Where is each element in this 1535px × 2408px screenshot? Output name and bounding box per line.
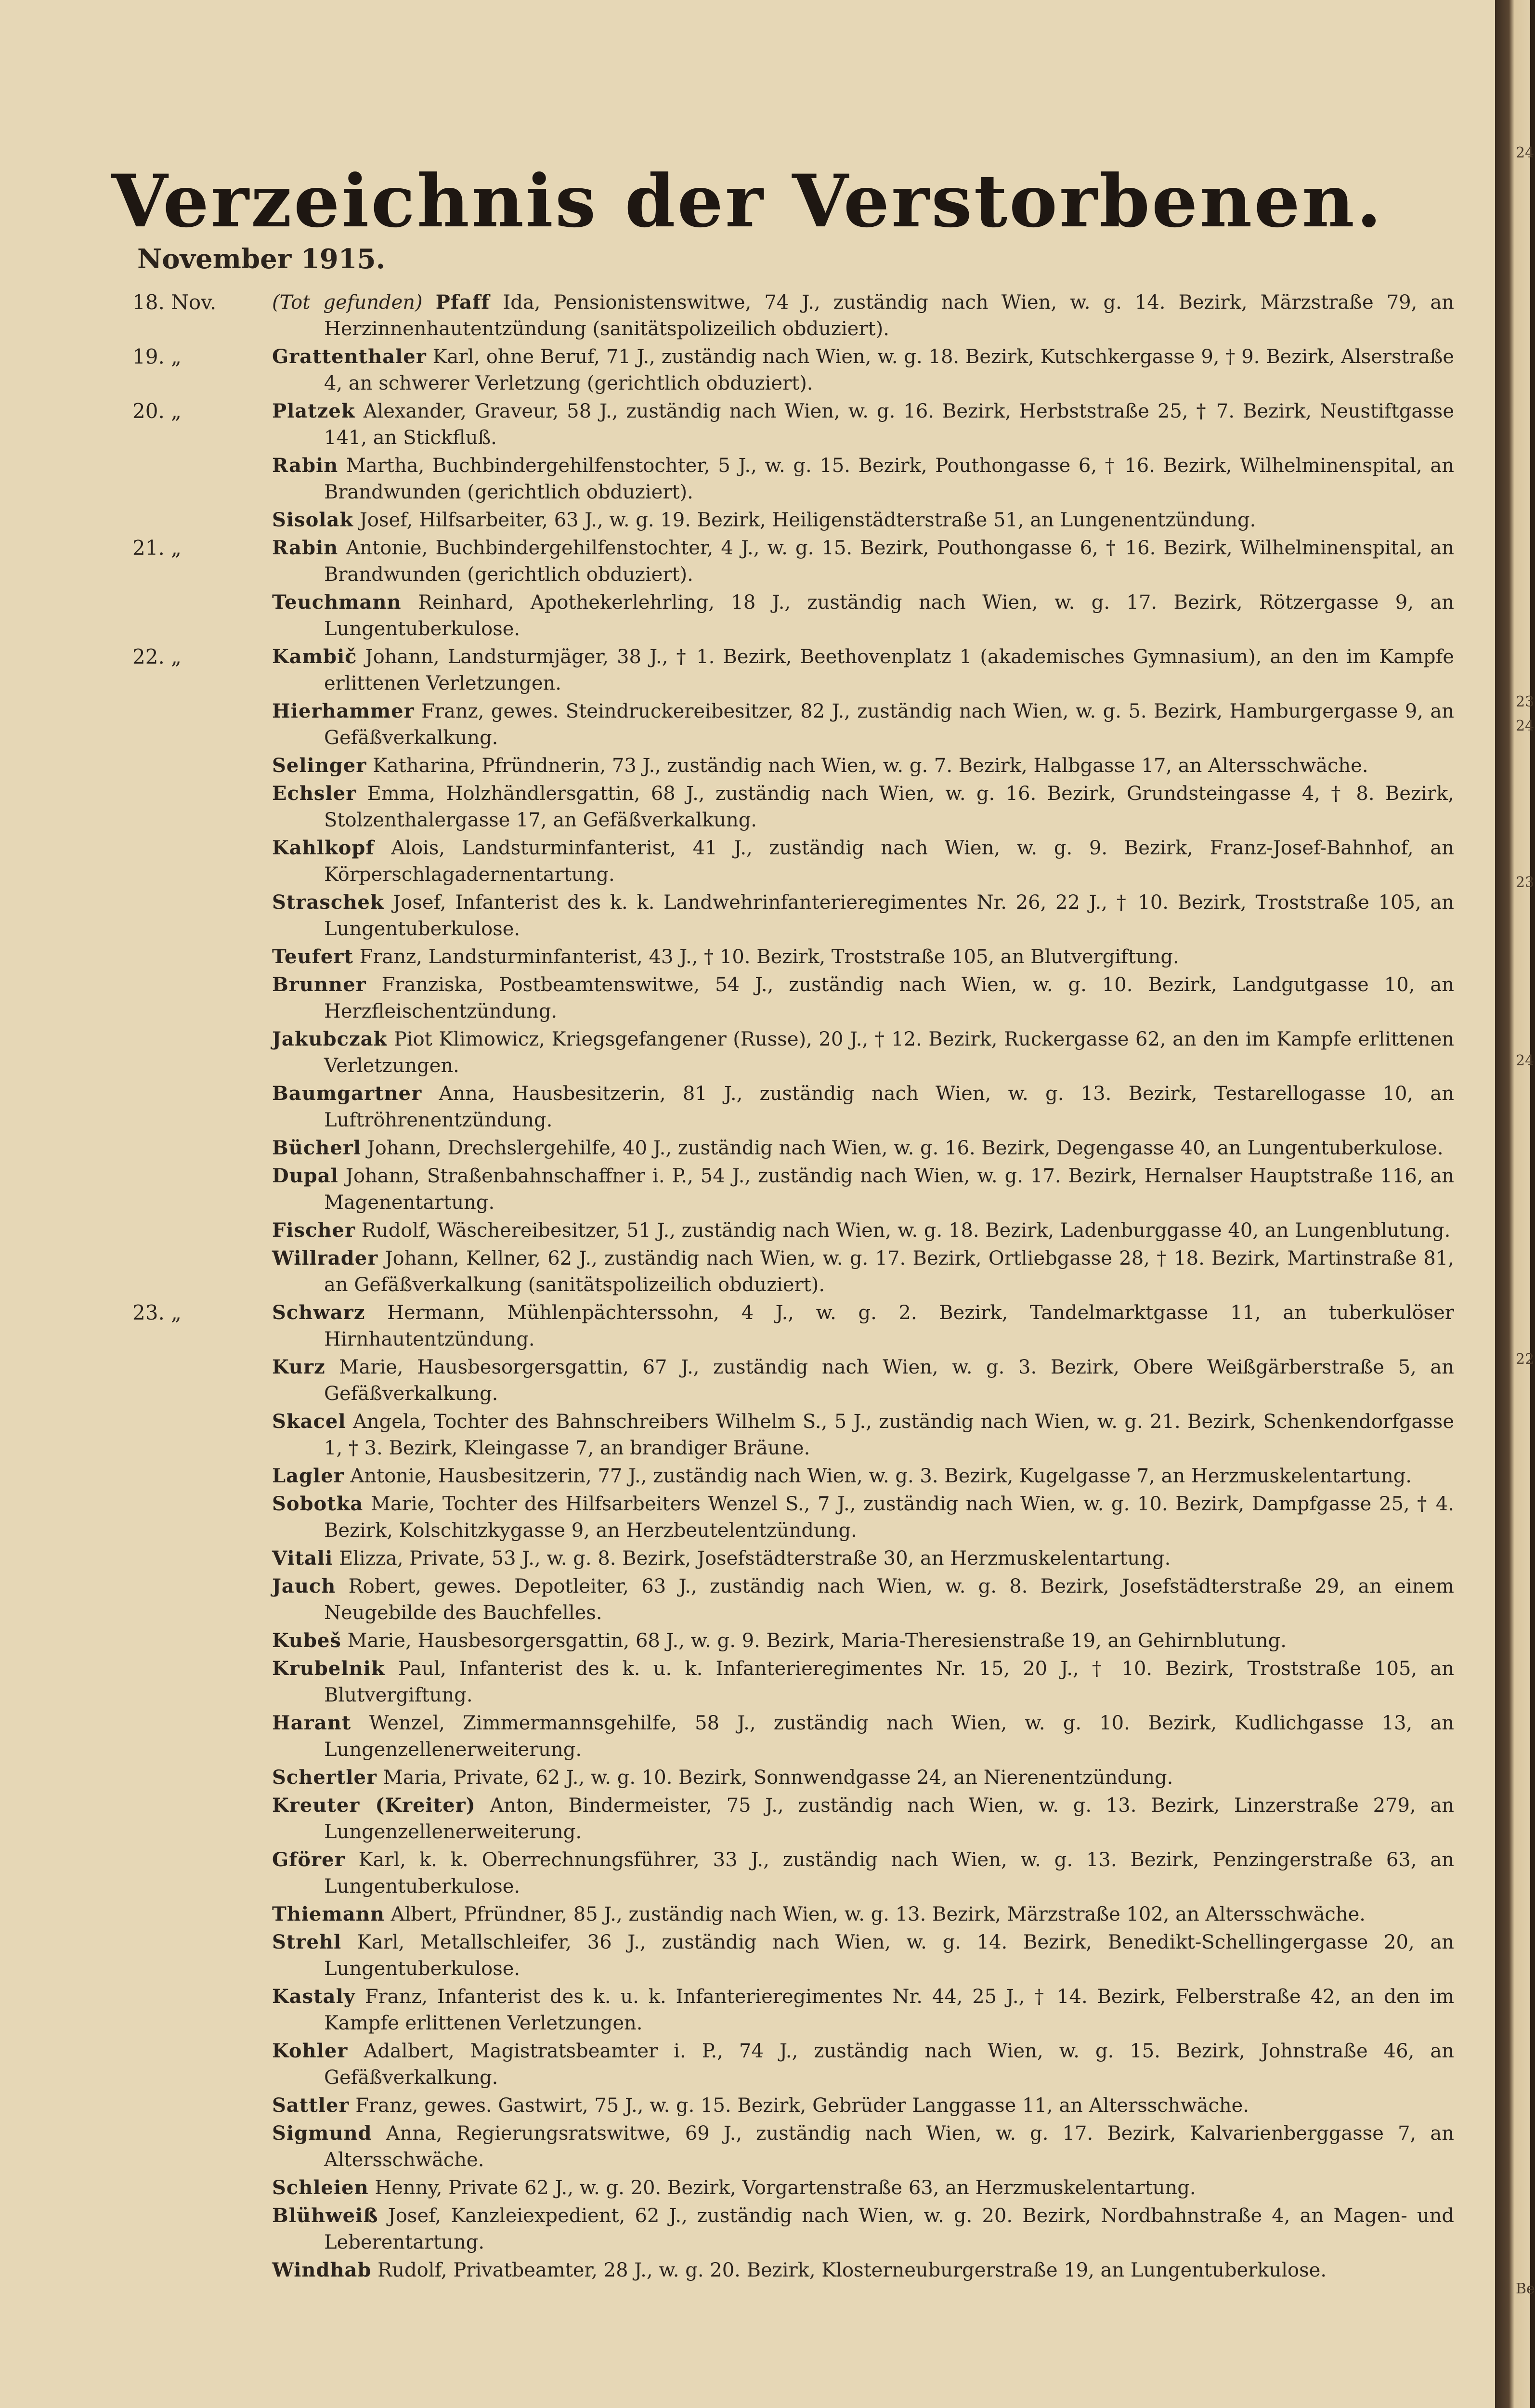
page-title: Verzeichnis der Verstorbenen. — [111, 159, 1384, 244]
entry-text: Franz, gewes. Steindruckereibesitzer, 82 J., zuständig nach Wien, w. g. 5. Bezirk, Hamburgergasse 9, an Gefäßverkalkung. — [324, 700, 1454, 749]
margin-number: 22 — [1516, 1351, 1535, 1368]
entry-body — [272, 289, 1454, 342]
register-entry — [132, 398, 1454, 451]
entry-surname: Pfaff — [435, 291, 490, 314]
entry-surname: Lagler — [272, 1465, 344, 1487]
entry-text: Ida, Pensionistenswitwe, 74 J., zuständig nach Wien, w. g. 14. Bezirk, Märzstraße 79, an Herzinnenhautentzündung (sanitätspolizeilich obduziert). — [324, 291, 1454, 340]
entry-text: Henny, Private 62 J., w. g. 20. Bezirk, Vorgartenstraße 63, an Herzmuskelentartung. — [375, 2177, 1196, 2199]
entry-surname: Rabin — [272, 537, 338, 559]
entry-text: Robert, gewes. Depotleiter, 63 J., zuständig nach Wien, w. g. 8. Bezirk, Josefstädterstraße 29, an einem Neugebilde des Bauchfelles. — [324, 1575, 1454, 1624]
register-entry — [132, 1764, 1454, 1791]
margin-number: Be — [1516, 2280, 1535, 2297]
entry-text: Wenzel, Zimmermannsgehilfe, 58 J., zuständig nach Wien, w. g. 10. Bezirk, Kudlichgasse 13, an Lungenzellenerweiterung. — [324, 1712, 1455, 1761]
register-entry — [132, 1245, 1454, 1298]
entry-surname: Harant — [272, 1712, 351, 1734]
entry-surname: Windhab — [272, 2259, 372, 2281]
register-entry — [132, 752, 1454, 779]
entry-text: Johann, Kellner, 62 J., zuständig nach Wien, w. g. 17. Bezirk, Ortliebgasse 28, † 18. Bezirk, Martinstraße 81, an Gefäßverkalkung (sanitätspolizeilich obduziert). — [324, 1247, 1454, 1296]
entry-text: Johann, Straßenbahnschaffner i. P., 54 J., zuständig nach Wien, w. g. 17. Bezirk, Hernalser Hauptstraße 116, an Magenentartung. — [324, 1165, 1454, 1214]
entry-surname: Sisolak — [272, 509, 354, 531]
entry-body — [272, 1299, 1454, 1353]
entry-surname: Krubelnik — [272, 1657, 385, 1680]
entry-body — [272, 835, 1454, 888]
entry-body — [272, 1846, 1454, 1900]
entry-surname: Echsler — [272, 782, 357, 805]
entry-text: Angela, Tochter des Bahnschreibers Wilhelm S., 5 J., zuständig nach Wien, w. g. 21. Bezirk, Schenkendorfgasse 1, † 3. Bezirk, Kleingasse 7, an brandiger Bräune. — [324, 1411, 1455, 1459]
register-entry — [132, 835, 1454, 888]
register-entry — [132, 289, 1454, 342]
entry-body — [272, 2202, 1454, 2256]
register-entry — [132, 943, 1454, 970]
register-entry — [132, 1491, 1454, 1544]
entry-surname: Kambič — [272, 645, 357, 668]
entry-text: Josef, Kanzleiexpedient, 62 J., zuständig nach Wien, w. g. 20. Bezirk, Nordbahnstraße 4, an Magen- und Leberentartung. — [324, 2205, 1454, 2253]
margin-number: 24 — [1516, 718, 1535, 734]
register-entry — [132, 1545, 1454, 1572]
entry-surname: Sattler — [272, 2094, 350, 2117]
entry-date: 22. „ — [132, 645, 182, 668]
entry-note: (Tot gefunden) — [272, 291, 423, 314]
register-entry — [132, 1135, 1454, 1162]
entry-surname: Schwarz — [272, 1301, 365, 1324]
entry-text: Anna, Hausbesitzerin, 81 J., zuständig nach Wien, w. g. 13. Bezirk, Testarellogasse 10, an Luftröhrenentzündung. — [324, 1083, 1455, 1131]
entry-text: Karl, k. k. Oberrechnungsführer, 33 J., zuständig nach Wien, w. g. 13. Bezirk, Penzingerstraße 63, an Lungentuberkulose. — [324, 1849, 1454, 1898]
entry-date: 21. „ — [132, 536, 182, 560]
register-entry — [132, 1354, 1454, 1407]
entry-surname: Kurz — [272, 1356, 325, 1378]
entry-text: Emma, Holzhändlersgattin, 68 J., zuständig nach Wien, w. g. 16. Bezirk, Grundsteingasse 4, † 8. Bezirk, Stolzenthalergasse 17, an Gefäßverkalkung. — [324, 783, 1455, 831]
entry-body — [272, 1245, 1454, 1298]
entry-body — [272, 1463, 1454, 1490]
entry-text: Karl, ohne Beruf, 71 J., zuständig nach Wien, w. g. 18. Bezirk, Kutschkergasse 9, † 9. Bezirk, Alserstraße 4, an schwerer Verletzung (gerichtlich obduziert). — [324, 346, 1455, 394]
month-heading: November 1915. — [137, 243, 386, 275]
entry-text: Piot Klimowicz, Kriegsgefangener (Russe), 20 J., † 12. Bezirk, Ruckergasse 62, an den im Kampfe erlittenen Verletzungen. — [324, 1028, 1455, 1077]
entry-body — [272, 780, 1454, 834]
entry-body — [272, 1655, 1454, 1709]
entry-text: Elizza, Private, 53 J., w. g. 8. Bezirk, Josefstädterstraße 30, an Herzmuskelentartung. — [339, 1547, 1171, 1570]
entry-text: Albert, Pfründner, 85 J., zuständig nach Wien, w. g. 13. Bezirk, Märzstraße 102, an Altersschwäche. — [390, 1903, 1366, 1925]
entry-body — [272, 1929, 1454, 1982]
entry-surname: Brunner — [272, 973, 366, 996]
entry-surname: Blühweiß — [272, 2204, 378, 2227]
register-entry — [132, 1080, 1454, 1134]
register-entry — [132, 2174, 1454, 2201]
entry-surname: Jauch — [272, 1575, 336, 1597]
register-entry — [132, 1846, 1454, 1900]
margin-number: 24 — [1516, 1052, 1535, 1069]
register-entry — [132, 1217, 1454, 1244]
entry-text: Josef, Infanterist des k. k. Landwehrinfanterieregimentes Nr. 26, 22 J., † 10. Bezirk, Troststraße 105, an Lungentuberkulose. — [324, 891, 1454, 940]
register-entry — [132, 2038, 1454, 2091]
register-entry — [132, 1163, 1454, 1216]
register-entry — [132, 589, 1454, 642]
entry-body — [272, 1710, 1454, 1763]
entry-surname: Selinger — [272, 754, 367, 777]
entry-body — [272, 1491, 1454, 1544]
entry-text: Adalbert, Magistratsbeamter i. P., 74 J., zuständig nach Wien, w. g. 15. Bezirk, Johnstraße 46, an Gefäßverkalkung. — [324, 2040, 1454, 2089]
margin-number: 24 — [1516, 144, 1535, 161]
entry-text: Anna, Regierungsratswitwe, 69 J., zuständig nach Wien, w. g. 17. Bezirk, Kalvarienberggasse 7, an Altersschwäche. — [324, 2122, 1454, 2171]
entry-text: Franz, Infanterist des k. u. k. Infanterieregimentes Nr. 44, 25 J., † 14. Bezirk, Felberstraße 42, an den im Kampfe erlittenen Verletzungen. — [324, 1986, 1454, 2034]
entry-surname: Kubeš — [272, 1629, 341, 1652]
register-entry — [132, 1299, 1454, 1353]
entry-body — [272, 752, 1454, 779]
entry-text: Reinhard, Apothekerlehrling, 18 J., zuständig nach Wien, w. g. 17. Bezirk, Rötzergasse 9, an Lungentuberkulose. — [324, 591, 1454, 640]
entry-text: Marie, Hausbesorgersgattin, 67 J., zuständig nach Wien, w. g. 3. Bezirk, Obere Weißgärberstraße 5, an Gefäßverkalkung. — [324, 1356, 1454, 1405]
register-entry — [132, 780, 1454, 834]
entry-surname: Sobotka — [272, 1492, 364, 1515]
entry-body — [272, 1792, 1454, 1845]
entry-text: Johann, Drechslergehilfe, 40 J., zuständig nach Wien, w. g. 16. Bezirk, Degengasse 40, an Lungentuberkulose. — [367, 1137, 1444, 1159]
entry-body — [272, 2120, 1454, 2173]
entry-date: 20. „ — [132, 399, 182, 423]
register-entry — [132, 2092, 1454, 2119]
entry-text: Rudolf, Wäschereibesitzer, 51 J., zuständig nach Wien, w. g. 18. Bezirk, Ladenburggasse 40, an Lungenblutung. — [361, 1219, 1451, 1242]
entry-body — [272, 343, 1454, 397]
entry-body — [272, 1545, 1454, 1572]
entry-body — [272, 2092, 1454, 2119]
entry-text: Antonie, Buchbindergehilfenstochter, 4 J., w. g. 15. Bezirk, Pouthongasse 6, † 16. Bezirk, Wilhelminenspital, an Brandwunden (gerichtlich obduziert). — [324, 537, 1455, 586]
entry-surname: Fischer — [272, 1219, 356, 1242]
register-entry — [132, 643, 1454, 697]
entry-surname: Teuchmann — [272, 591, 402, 614]
entry-body — [272, 452, 1454, 506]
death-register-list — [132, 289, 1454, 2285]
register-entry — [132, 1929, 1454, 1982]
entry-text: Franz, gewes. Gastwirt, 75 J., w. g. 15. Bezirk, Gebrüder Langgasse 11, an Altersschwäche. — [355, 2094, 1249, 2117]
entry-surname: Rabin — [272, 454, 338, 477]
entry-surname: Baumgartner — [272, 1082, 422, 1105]
entry-body — [272, 1408, 1454, 1462]
entry-date: 18. Nov. — [132, 290, 217, 314]
adjacent-page-edge — [1495, 0, 1530, 2408]
entry-body — [272, 535, 1454, 588]
entry-text: Franz, Landsturminfanterist, 43 J., † 10. Bezirk, Troststraße 105, an Blutvergiftung. — [359, 946, 1179, 968]
entry-surname: Willrader — [272, 1247, 378, 1269]
register-entry — [132, 698, 1454, 751]
entry-body — [272, 889, 1454, 942]
entry-body — [272, 971, 1454, 1025]
entry-body — [272, 1080, 1454, 1134]
entry-surname: Kastaly — [272, 1985, 356, 2008]
entry-surname: Strehl — [272, 1931, 342, 1953]
register-entry — [132, 889, 1454, 942]
entry-surname: Jakubczak — [272, 1028, 388, 1050]
entry-body — [272, 1627, 1454, 1654]
entry-body — [272, 398, 1454, 451]
margin-number: 23 — [1516, 874, 1535, 891]
register-entry — [132, 1901, 1454, 1928]
entry-surname: Schertler — [272, 1766, 377, 1789]
entry-date: 19. „ — [132, 345, 182, 368]
entry-body — [272, 643, 1454, 697]
register-entry — [132, 1792, 1454, 1845]
entry-surname: Thiemann — [272, 1903, 385, 1925]
entry-surname: Kreuter (Kreiter) — [272, 1794, 476, 1817]
entry-surname: Gförer — [272, 1848, 345, 1871]
register-entry — [132, 1463, 1454, 1490]
entry-text: Paul, Infanterist des k. u. k. Infanterieregimentes Nr. 15, 20 J., † 10. Bezirk, Troststraße 105, an Blutvergiftung. — [324, 1658, 1454, 1706]
register-entry — [132, 1627, 1454, 1654]
register-entry — [132, 507, 1454, 534]
entry-text: Franziska, Postbeamtenswitwe, 54 J., zuständig nach Wien, w. g. 10. Bezirk, Landgutgasse 10, an Herzfleischentzündung. — [324, 974, 1454, 1022]
entry-text: Johann, Landsturmjäger, 38 J., † 1. Bezirk, Beethovenplatz 1 (akademisches Gymnasium), an den im Kampfe erlittenen Verletzungen. — [324, 646, 1454, 694]
entry-surname: Grattenthaler — [272, 345, 427, 368]
entry-body — [272, 1764, 1454, 1791]
entry-body — [272, 1901, 1454, 1928]
register-entry — [132, 1983, 1454, 2037]
register-entry — [132, 1655, 1454, 1709]
entry-body — [272, 1983, 1454, 2037]
entry-surname: Bücherl — [272, 1137, 362, 1159]
entry-body — [272, 1163, 1454, 1216]
entry-body — [272, 2038, 1454, 2091]
entry-body — [272, 1026, 1454, 1079]
register-entry — [132, 2120, 1454, 2173]
entry-body — [272, 1354, 1454, 1407]
entry-body — [272, 698, 1454, 751]
register-entry — [132, 2202, 1454, 2256]
entry-body — [272, 2257, 1454, 2284]
entry-body — [272, 1135, 1454, 1162]
entry-text: Marie, Hausbesorgersgattin, 68 J., w. g. 9. Bezirk, Maria-Theresienstraße 19, an Gehirnblutung. — [347, 1630, 1287, 1652]
entry-surname: Skacel — [272, 1410, 346, 1433]
entry-surname: Straschek — [272, 891, 384, 914]
entry-text: Karl, Metallschleifer, 36 J., zuständig nach Wien, w. g. 14. Bezirk, Benedikt-Schellingergasse 20, an Lungentuberkulose. — [324, 1931, 1454, 1980]
entry-text: Alexander, Graveur, 58 J., zuständig nach Wien, w. g. 16. Bezirk, Herbststraße 25, † 7. Bezirk, Neustiftgasse 141, an Stickfluß. — [324, 400, 1454, 449]
register-entry — [132, 343, 1454, 397]
entry-surname: Schleien — [272, 2176, 369, 2199]
entry-text: Josef, Hilfsarbeiter, 63 J., w. g. 19. Bezirk, Heiligenstädterstraße 51, an Lungenentzündung. — [359, 509, 1256, 531]
entry-surname: Kahlkopf — [272, 837, 375, 859]
register-entry — [132, 971, 1454, 1025]
entry-text: Antonie, Hausbesitzerin, 77 J., zuständig nach Wien, w. g. 3. Bezirk, Kugelgasse 7, an Herzmuskelentartung. — [350, 1465, 1412, 1487]
register-entry — [132, 452, 1454, 506]
entry-text: Anton, Bindermeister, 75 J., zuständig nach Wien, w. g. 13. Bezirk, Linzerstraße 279, an Lungenzellenerweiterung. — [324, 1794, 1455, 1843]
register-entry — [132, 2257, 1454, 2284]
entry-surname: Hierhammer — [272, 700, 415, 722]
entry-text: Katharina, Pfründnerin, 73 J., zuständig nach Wien, w. g. 7. Bezirk, Halbgasse 17, an Altersschwäche. — [373, 755, 1368, 777]
entry-body — [272, 1573, 1454, 1626]
register-entry — [132, 1573, 1454, 1626]
register-entry — [132, 535, 1454, 588]
entry-body — [272, 1217, 1454, 1244]
entry-text: Rudolf, Privatbeamter, 28 J., w. g. 20. Bezirk, Klosterneuburgerstraße 19, an Lungentuberkulose. — [377, 2259, 1327, 2281]
entry-date: 23. „ — [132, 1301, 182, 1324]
register-entry — [132, 1408, 1454, 1462]
entry-text: Marie, Tochter des Hilfsarbeiters Wenzel S., 7 J., zuständig nach Wien, w. g. 10. Bezirk, Dampfgasse 25, † 4. Bezirk, Kolschitzkygasse 9, an Herzbeutelentzündung. — [324, 1493, 1454, 1542]
entry-body — [272, 943, 1454, 970]
entry-surname: Vitali — [272, 1547, 333, 1570]
register-entry — [132, 1710, 1454, 1763]
entry-text: Alois, Landsturminfanterist, 41 J., zuständig nach Wien, w. g. 9. Bezirk, Franz-Josef-Bahnhof, an Körperschlagadernentartung. — [324, 837, 1455, 886]
margin-number: 23 — [1516, 694, 1535, 710]
entry-surname: Kohler — [272, 2040, 348, 2062]
entry-body — [272, 2174, 1454, 2201]
entry-surname: Dupal — [272, 1165, 338, 1187]
entry-surname: Platzek — [272, 400, 355, 422]
entry-text: Maria, Private, 62 J., w. g. 10. Bezirk, Sonnwendgasse 24, an Nierenentzündung. — [383, 1767, 1173, 1789]
entry-text: Hermann, Mühlenpächterssohn, 4 J., w. g. 2. Bezirk, Tandelmarktgasse 11, an tuberkulöser Hirnhautentzündung. — [324, 1302, 1454, 1350]
entry-body — [272, 589, 1454, 642]
entry-surname: Teufert — [272, 945, 353, 968]
entry-text: Martha, Buchbindergehilfenstochter, 5 J., w. g. 15. Bezirk, Pouthongasse 6, † 16. Bezirk, Wilhelminenspital, an Brandwunden (gerichtlich obduziert). — [324, 455, 1454, 503]
entry-surname: Sigmund — [272, 2122, 372, 2145]
entry-body — [272, 507, 1454, 534]
register-entry — [132, 1026, 1454, 1079]
